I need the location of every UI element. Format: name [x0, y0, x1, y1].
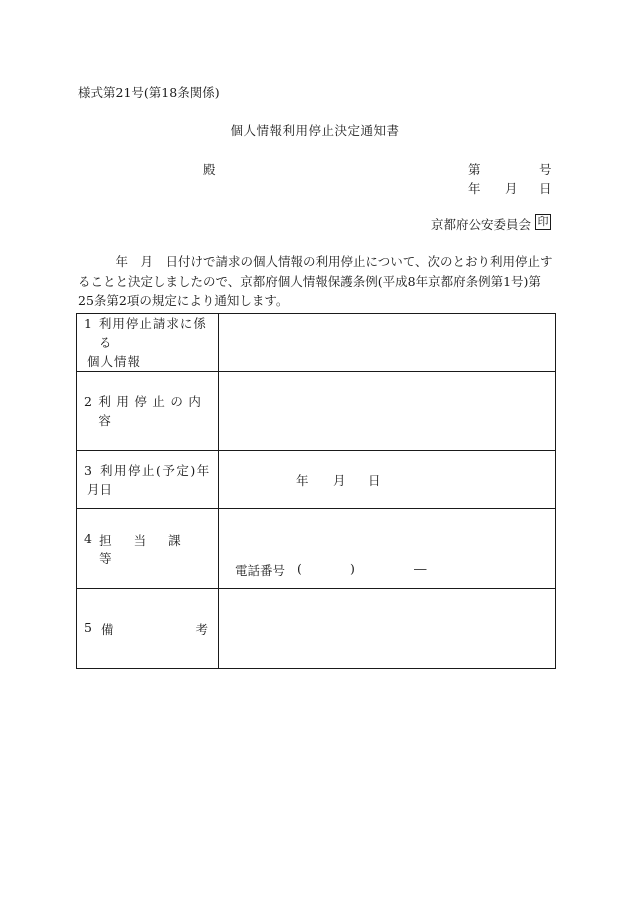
phone-paren-close: ) [350, 561, 355, 576]
phone-label: 電話番号 [235, 563, 286, 578]
row3-number: 3 [84, 462, 92, 478]
seal-mark: 印 [535, 214, 551, 230]
row2-label: 利用停止の内容 [98, 394, 207, 428]
table-row [77, 509, 556, 589]
date-year-label: 年 [468, 181, 481, 196]
notice-body-text: 年 月 日付けで請求の個人情報の利用停止について、次のとおり利用停止することと決定しましたので、京都府個人情報保護条例(平成8年京都府条例第1号)第25条第2項の規定により通知します。 [78, 254, 553, 308]
doc-number-suffix: 号 [539, 162, 552, 177]
table-row [77, 314, 556, 372]
row1-label-line2: 個人情報 [87, 354, 142, 369]
row4-label-cell [77, 509, 219, 589]
addressee-suffix: 殿 [203, 162, 216, 177]
row2-value-cell[interactable] [219, 372, 556, 451]
phone-paren-open: ( [297, 561, 302, 576]
row1-number: 1 [84, 316, 92, 331]
row3-date-day: 日 [368, 473, 381, 488]
row3-date-year: 年 [296, 473, 309, 488]
row3-label-line1: 利用停止(予定)年 [100, 462, 211, 478]
row5-number: 5 [84, 619, 92, 635]
document-title: 個人情報利用停止決定通知書 [230, 123, 400, 138]
notice-form-table [76, 313, 556, 669]
row1-label-cell [77, 314, 219, 372]
row3-label-cell [77, 451, 219, 509]
row3-value-cell[interactable] [219, 451, 556, 509]
row1-value-cell[interactable] [219, 314, 556, 372]
date-day-label: 日 [539, 181, 552, 196]
table-row [77, 451, 556, 509]
row4-number: 4 [84, 530, 92, 546]
row4-value-cell[interactable] [219, 509, 556, 589]
doc-number-prefix: 第 [468, 162, 481, 177]
row4-label: 担当課等 [99, 532, 203, 566]
date-month-label: 月 [505, 181, 518, 196]
row2-label-cell [77, 372, 219, 451]
table-row [77, 372, 556, 451]
row1-label-line1: 利用停止請求に係る [98, 316, 207, 350]
row3-label-line2: 月日 [87, 481, 113, 497]
row2-number: 2 [84, 394, 92, 409]
phone-dash: ― [414, 561, 427, 576]
issuer-name: 京都府公安委員会 [431, 217, 532, 232]
row5-label-cell [77, 589, 290, 669]
form-number-label: 様式第21号(第18条関係) [78, 85, 220, 100]
table-row [77, 589, 556, 669]
row5-label: 備考 [100, 621, 290, 637]
row3-date-month: 月 [333, 473, 346, 488]
